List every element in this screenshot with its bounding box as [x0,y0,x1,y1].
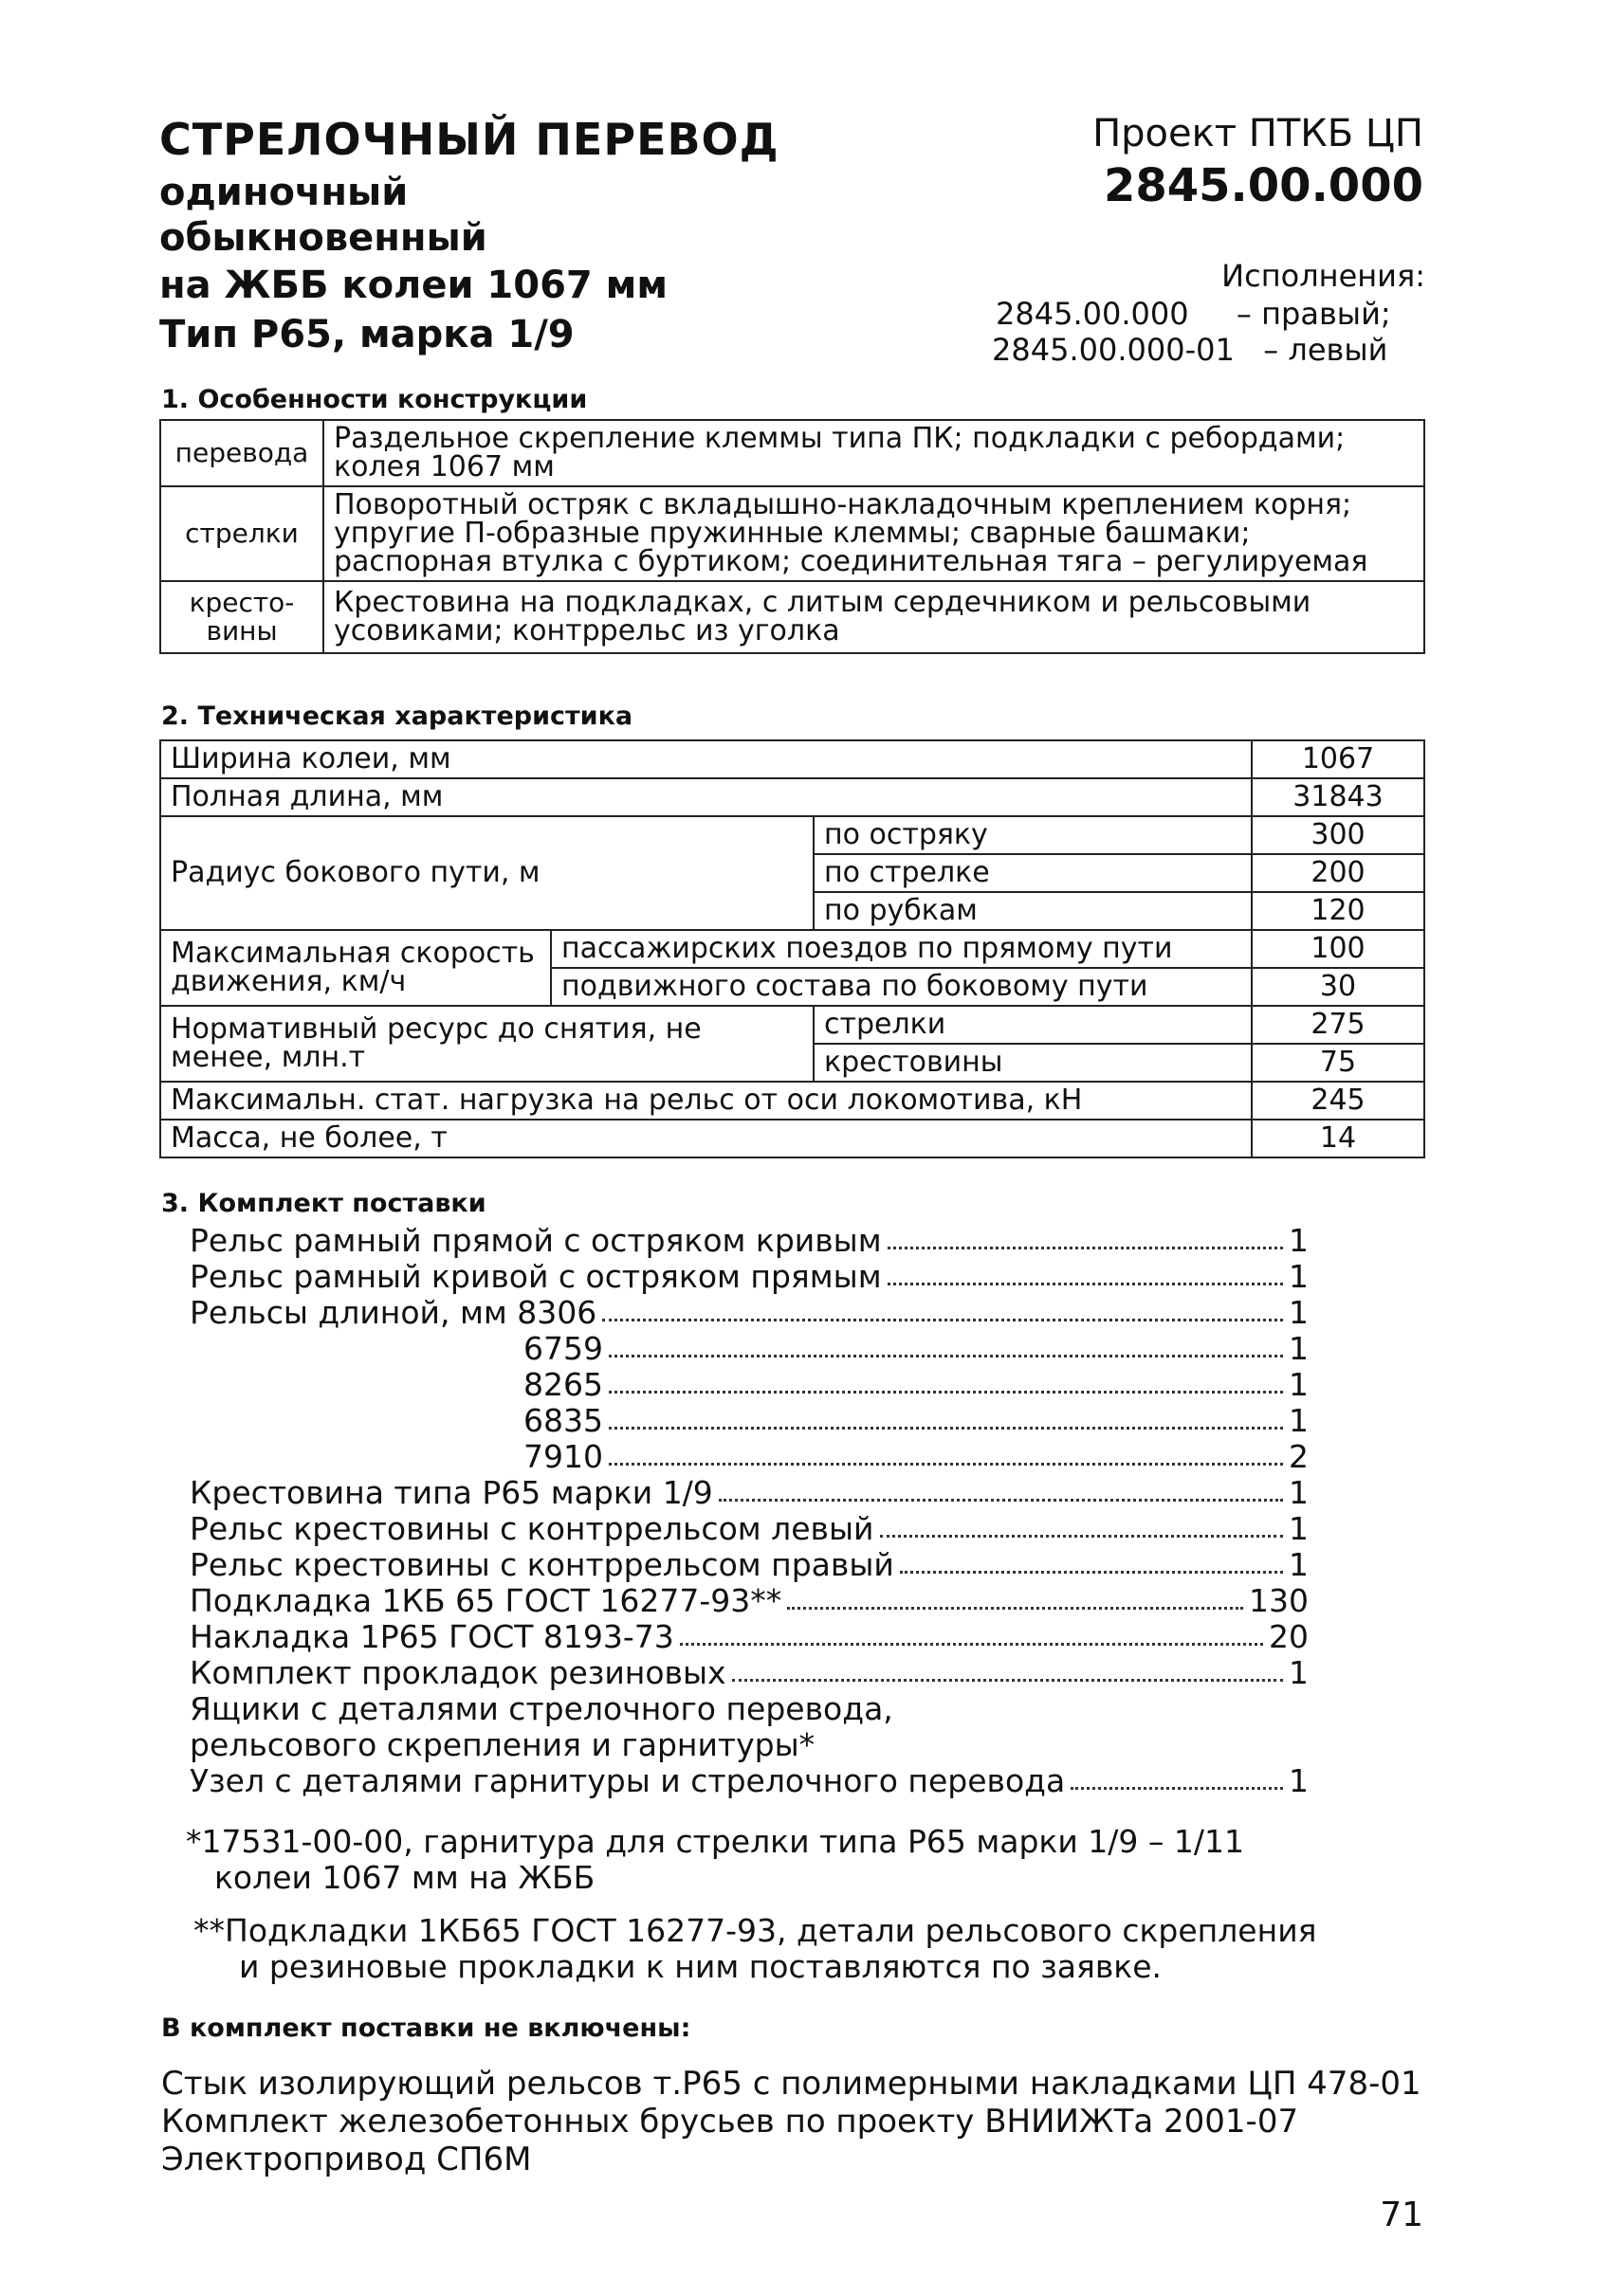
supply-item-qty: 1 [1289,1654,1309,1691]
spec-value: 300 [1252,816,1424,854]
spec-sublabel: подвижного состава по боковому пути [551,968,1252,1006]
excluded-item: Электропривод СП6М [161,2141,532,2178]
supply-item-label: 8265 [523,1366,603,1403]
dot-leader [880,1535,1284,1538]
subtitle-line-1: одиночный [159,171,409,214]
spec-sublabel: крестовины [814,1044,1252,1082]
supply-item-qty: 1 [1289,1474,1309,1511]
footnote-2 [193,1913,1317,1985]
dot-leader [602,1319,1283,1321]
supply-list [190,1223,1309,1799]
dot-leader [609,1355,1283,1358]
project-number: 2845.00.000 [1103,159,1423,212]
version-2-code: 2845.00.000-01 [992,332,1235,368]
excluded-item: Стык изолирующий рельсов т.Р65 с полимерными накладками ЦП 478-01 [161,2065,1421,2103]
supply-item [190,1511,1309,1547]
table-row [160,1082,1424,1120]
supply-item-label: Накладка 1Р65 ГОСТ 8193-73 [190,1618,674,1655]
supply-item-qty: 1 [1289,1330,1309,1367]
spec-value: 75 [1252,1044,1424,1082]
supply-item-label: Крестовина типа Р65 марки 1/9 [190,1474,713,1511]
footnote-2-line-1: **Подкладки 1КБ65 ГОСТ 16277-93, детали рельсового скрепления [193,1912,1317,1949]
table-row [160,581,1424,653]
supply-item-label: Рельс рамный кривой с остряком прямым [190,1258,882,1295]
table-row [160,1006,1424,1044]
excluded-item: Комплект железобетонных брусьев по проекту ВНИИЖТа 2001-07 [161,2103,1299,2141]
supply-node-row [190,1763,1309,1799]
supply-item-qty: 1 [1289,1762,1309,1799]
feature-key: кресто- вины [160,581,323,653]
document-title: СТРЕЛОЧНЫЙ ПЕРЕВОД [159,114,779,165]
spec-value: 31843 [1252,778,1424,816]
subtitle-line-4: Тип Р65, марка 1/9 [159,313,575,356]
dot-leader [609,1391,1283,1394]
supply-item [190,1583,1309,1619]
page-number: 71 [1380,2196,1423,2234]
subtitle-line-2: обыкновенный [159,216,487,260]
section-1-heading: 1. Особенности конструкции [161,385,588,414]
dot-leader [888,1247,1283,1249]
spec-label: Радиус бокового пути, м [160,816,814,930]
table-row [160,740,1424,778]
supply-item-label: 7910 [523,1438,603,1475]
supply-item [190,1259,1309,1295]
supply-item [190,1439,1309,1475]
version-1-code: 2845.00.000 [996,296,1189,332]
spec-value: 275 [1252,1006,1424,1044]
supply-item [190,1331,1309,1367]
spec-label: Масса, не более, т [160,1120,1252,1157]
table-row [160,778,1424,816]
supply-item-label: Рельс крестовины с контррельсом правый [190,1546,894,1583]
dot-leader [719,1499,1283,1502]
supply-item [190,1655,1309,1691]
table-row [160,420,1424,486]
spec-sublabel: по рубкам [814,892,1252,930]
supply-item [190,1403,1309,1439]
feature-text: Поворотный остряк с вкладышно-накладочным креплением корня; упругие П-образные пружинные клеммы; сварные башмаки; распорная втулка с буртиком; соединительная тяга – регулируемая [323,486,1424,581]
spec-sublabel: по стрелке [814,854,1252,892]
spec-value: 120 [1252,892,1424,930]
version-2-desc: – левый [1263,332,1388,368]
spec-label: Ширина колеи, мм [160,740,1252,778]
version-1-desc: – правый; [1236,296,1391,332]
supply-item-label: Узел с деталями гарнитуры и стрелочного перевода [190,1762,1066,1799]
supply-item-label: Подкладка 1КБ 65 ГОСТ 16277-93** [190,1582,782,1619]
supply-item-qty: 1 [1289,1510,1309,1547]
supply-item-qty: 130 [1249,1582,1309,1619]
versions-label: Исполнения: [1221,258,1425,294]
table-row [160,930,1424,968]
feature-key: стрелки [160,486,323,581]
footnote-1-line-2: колеи 1067 мм на ЖББ [214,1859,596,1896]
features-table [159,419,1425,654]
supply-item-qty: 1 [1289,1258,1309,1295]
dot-leader [609,1427,1283,1430]
supply-item [190,1295,1309,1331]
project-label: Проект ПТКБ ЦП [1092,112,1423,155]
supply-item-qty: 1 [1289,1546,1309,1583]
supply-boxes-line-2: рельсового скрепления и гарнитуры* [190,1726,816,1763]
version-1 [996,296,1391,332]
supply-item-label: Комплект прокладок резиновых [190,1654,726,1691]
spec-sublabel: по остряку [814,816,1252,854]
spec-value: 245 [1252,1082,1424,1120]
footnote-1 [186,1824,1244,1896]
table-row [160,1120,1424,1157]
spec-value: 1067 [1252,740,1424,778]
supply-item-qty: 1 [1289,1402,1309,1439]
footnote-1-line-1: *17531-00-00, гарнитура для стрелки типа Р65 марки 1/9 – 1/11 [186,1823,1244,1860]
feature-text: Раздельное скрепление клеммы типа ПК; подкладки с ребордами; колея 1067 мм [323,420,1424,486]
supply-boxes-line-1: Ящики с деталями стрелочного перевода, [190,1690,893,1727]
spec-label: Максимальн. стат. нагрузка на рельс от оси локомотива, кН [160,1082,1252,1120]
spec-label: Максимальная скорость движения, км/ч [160,930,551,1006]
supply-item-label: Рельсы длиной, мм 8306 [190,1294,597,1331]
versions-block [1221,258,1425,294]
supply-item-label: 6835 [523,1402,603,1439]
excluded-heading: В комплект поставки не включены: [161,2014,691,2043]
table-row [160,486,1424,581]
spec-value: 14 [1252,1120,1424,1157]
spec-sublabel: стрелки [814,1006,1252,1044]
supply-item-label: 6759 [523,1330,603,1367]
spec-value: 200 [1252,854,1424,892]
specs-table [159,739,1425,1158]
version-2 [992,332,1387,368]
supply-item [190,1547,1309,1583]
supply-item-label: Рельс рамный прямой с остряком кривым [190,1222,882,1259]
subtitle-line-3: на ЖББ колеи 1067 мм [159,264,669,307]
table-row [160,816,1424,854]
spec-sublabel: пассажирских поездов по прямому пути [551,930,1252,968]
dot-leader [900,1571,1283,1574]
supply-items [190,1223,1309,1691]
excluded-list [161,2065,1421,2178]
spec-value: 30 [1252,968,1424,1006]
spec-label: Нормативный ресурс до снятия, не менее, млн.т [160,1006,814,1082]
supply-item [190,1619,1309,1655]
dot-leader [609,1463,1283,1466]
supply-item [190,1223,1309,1259]
feature-text: Крестовина на подкладках, с литым сердечником и рельсовыми усовиками; контррельс из уголка [323,581,1424,653]
supply-item-qty: 2 [1289,1438,1309,1475]
dot-leader [787,1607,1243,1610]
dot-leader [732,1679,1283,1682]
section-3-heading: 3. Комплект поставки [161,1189,486,1218]
supply-item-qty: 20 [1269,1618,1309,1655]
spec-label: Полная длина, мм [160,778,1252,816]
supply-item [190,1367,1309,1403]
footnote-2-line-2: и резиновые прокладки к ним поставляются по заявке. [239,1948,1163,1985]
supply-item [190,1475,1309,1511]
dot-leader [680,1643,1263,1646]
section-2-heading: 2. Техническая характеристика [161,702,633,731]
supply-item-qty: 1 [1289,1366,1309,1403]
supply-item-qty: 1 [1289,1294,1309,1331]
feature-key: перевода [160,420,323,486]
spec-value: 100 [1252,930,1424,968]
dot-leader [888,1283,1283,1285]
supply-item-qty: 1 [1289,1222,1309,1259]
supply-item-label: Рельс крестовины с контррельсом левый [190,1510,874,1547]
dot-leader [1071,1787,1283,1790]
